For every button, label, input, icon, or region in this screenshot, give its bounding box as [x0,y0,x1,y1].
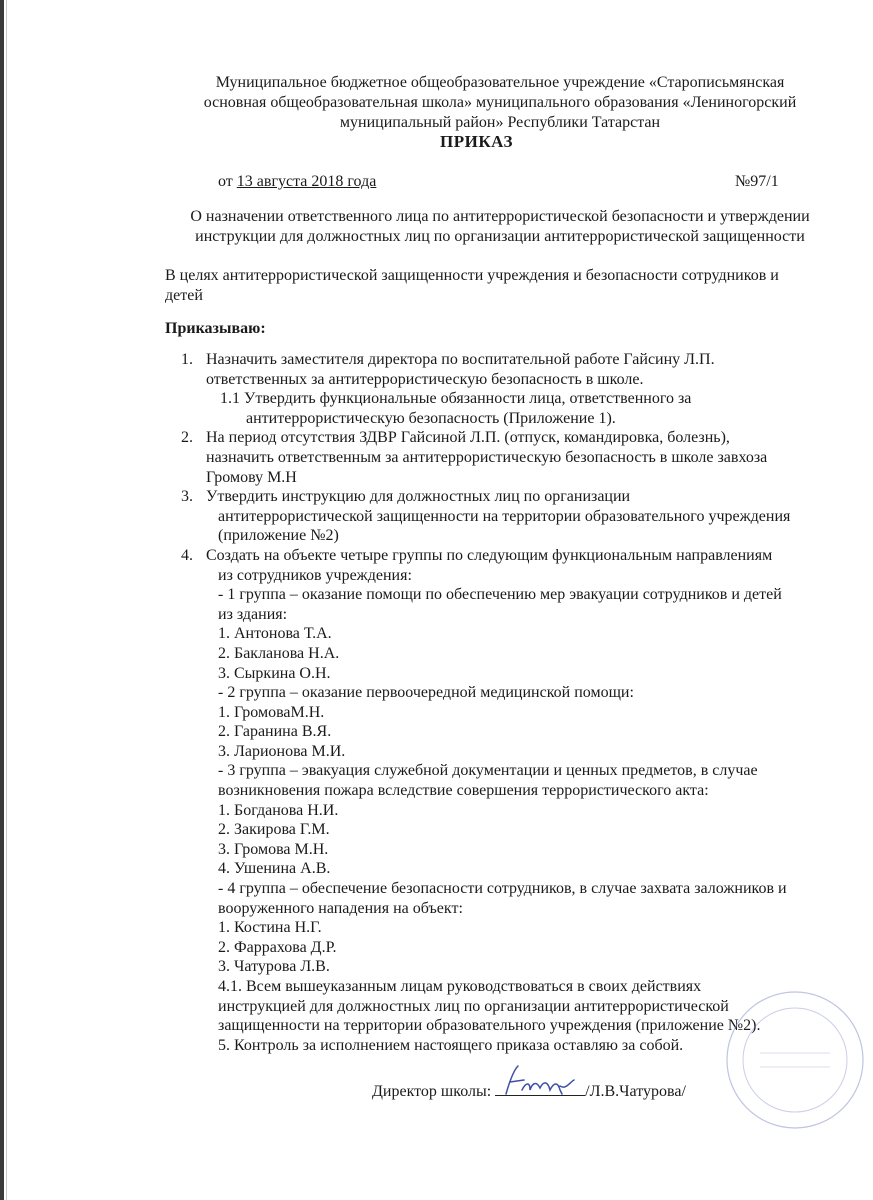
group-heading: - 2 группа – оказание первоочередной медицинской помощи: [218,684,634,702]
subitem-text: 4.1. Всем вышеуказанным лицам руководствоваться в своих действиях [218,978,702,995]
order-subject [160,207,840,247]
signature-name: /Л.В.Чатурова/ [585,1083,686,1100]
item-text: антитеррористической защищенности на территории образовательного учреждения [218,507,791,525]
group-heading: из здания: [218,605,288,623]
group-member: 1. Антонова Т.А. [218,625,332,643]
item-number: 4. [181,546,193,564]
item-text: ответственных за антитеррористическую безопасность в школе. [206,370,644,388]
item-number: 2. [181,429,193,447]
group-member: 3. Сыркина О.Н. [218,664,331,682]
purpose-line-2: детей [165,287,203,304]
order-number: №97/1 [735,173,779,190]
group-member: 2. Закирова Г.М. [218,821,330,839]
subitem-text: 1.1 Утвердить функциональные обязанности лица, ответственного за [220,390,692,408]
handwritten-signature [500,1060,580,1100]
group-member: 1. ГромоваМ.Н. [218,703,325,721]
org-line-3: муниципальный район» Республики Татарстан [339,114,661,131]
item-number: 3. [181,488,193,506]
subject-line-1: О назначении ответственного лица по антитеррористической безопасности и утверждении [190,208,810,225]
item-text: Назначить заместителя директора по воспитательной работе Гайсину Л.П. [206,351,715,368]
group-member: 1. Богданова Н.И. [218,801,339,819]
item-text: 5. Контроль за исполнением настоящего приказа оставляю за собой. [218,1036,684,1054]
organization-header [160,73,840,133]
group-member: 1. Костина Н.Г. [218,919,322,937]
group-member: 2. Бакланова Н.А. [218,644,340,662]
item-text: назначить ответственным за антитеррористическую безопасность в школе завхоза [206,448,768,466]
date-prefix: от [218,173,237,190]
group-member: 3. Ларионова М.И. [218,742,346,760]
order-date [218,173,376,191]
subitem-text: антитеррористическую безопасность (Приложение 1). [246,409,616,427]
item-text: Утвердить инструкцию для должностных лиц по организации [206,488,631,506]
stamp-icon [720,985,870,1140]
group-heading: - 4 группа – обеспечение безопасности сотрудников, в случае захвата заложников и [218,880,787,898]
group-member: 3. Чатурова Л.В. [218,958,330,976]
subject-line-2: инструкции для должностных лиц по организации антитеррористической защищенности [195,228,805,245]
item-text: На период отсутствия ЗДВР Гайсиной Л.П. (отпуск, командировка, болезнь), [206,429,730,447]
group-heading: - 3 группа – эвакуация служебной документации и ценных предметов, в случае [218,762,758,780]
date-value: 13 августа 2018 года [236,173,377,190]
item-text: Создать на объекте четыре группы по следующим функциональным направлениям [206,546,773,564]
group-member: 2. Гаранина В.Я. [218,723,332,741]
item-number: 1. [181,351,193,368]
org-line-1: Муниципальное бюджетное общеобразовательное учреждение «Старописьмянская [215,74,785,91]
group-member: 4. Ушенина А.В. [218,860,331,878]
group-heading: - 1 группа – оказание помощи по обеспечению мер эвакуации сотрудников и детей [218,586,782,604]
document-title: ПРИКАЗ [440,132,513,151]
order-label: Приказываю: [165,320,266,337]
subitem-text: защищенности на территории образовательного учреждения (приложение №2). [218,1017,761,1035]
group-member: 3. Громова М.Н. [218,840,329,858]
scan-edge-line [6,0,7,1200]
item-text: из сотрудников учреждения: [218,566,412,584]
group-member: 2. Фаррахова Д.Р. [218,938,337,956]
list-item [165,546,845,566]
item-text: (приложение №2) [218,527,339,545]
scan-edge [0,0,4,1200]
purpose-line-1: В целях антитеррористической защищенности учреждения и безопасности сотрудников и [165,267,779,284]
group-heading: вооруженного нападения на объект: [218,899,463,917]
list-item [165,350,845,370]
order-items [165,350,845,1055]
group-heading: возникновения пожара вследствие совершения террористического акта: [218,782,709,800]
list-item [165,428,845,448]
order-purpose [165,266,825,306]
org-line-2: основная общеобразовательная школа» муниципального образования «Лениногорский [203,94,797,111]
item-text: Громову М.Н [206,468,297,486]
signature-label: Директор школы: [372,1083,492,1100]
subitem-text: инструкцией для должностных лиц по организации антитеррористической [218,997,729,1015]
list-item [165,487,845,507]
